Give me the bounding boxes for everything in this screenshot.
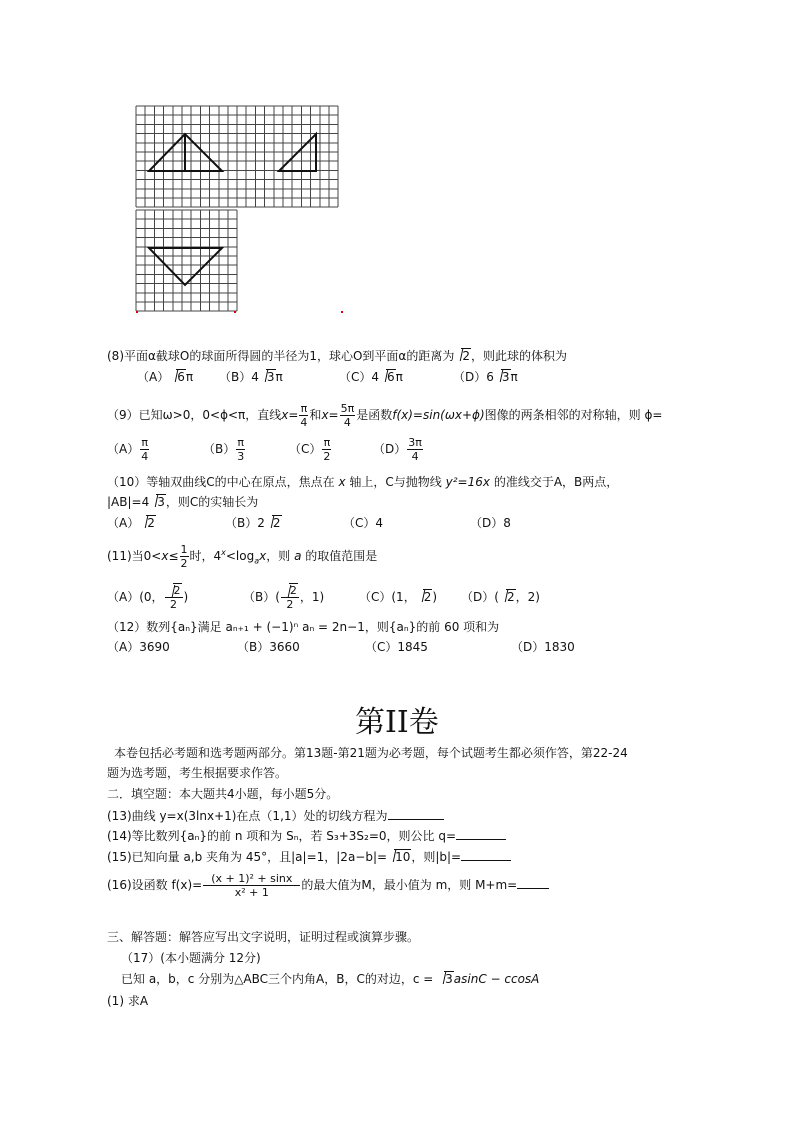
side-view-grid <box>237 106 338 207</box>
q9-option-c: （C） $\frac{\pi}{2}$ <box>289 436 331 463</box>
q9-option-d: （D） $\frac{3\pi}{4}$ <box>373 436 422 463</box>
part2-title: 第II卷 <box>355 705 439 740</box>
q17-stem: 已知 a，b，c 分别为△ABC三个内角A，B，C的对边，c = 3asinC − ccosA <box>121 972 540 986</box>
three-view-grid-figure <box>130 104 350 319</box>
q8-stem: (8)平面α截球O的球面所得圆的半径为1，球心O到平面α的距离为 2，则此球的体积为 <box>107 349 568 363</box>
q9-option-a: （A） $\frac{\pi}{4}$ <box>107 436 149 463</box>
q16-answer-blank <box>517 876 549 889</box>
q17-part1: (1) 求A <box>107 994 149 1008</box>
q8-option-b: （B）4 3π <box>219 370 283 384</box>
q12-option-d: （D）1830 <box>511 640 575 654</box>
q11-option-a: （A）(0， $\frac{2}{2}$ ) <box>107 584 189 611</box>
q11-option-c: （C）(1， 2) <box>359 590 438 604</box>
q12-stem: （12）数列{aₙ}满足 aₙ₊₁ + (−1)ⁿ aₙ = 2n−1，则{aₙ}的前 60 项和为 <box>107 620 500 634</box>
q14-answer-blank <box>456 827 506 840</box>
q10-line1: （10）等轴双曲线C的中心在原点，焦点在 x 轴上，C与抛物线 y²=16x 的准线交于A，B两点， <box>107 475 619 489</box>
q8-option-d: （D）6 3π <box>453 370 518 384</box>
red-mark <box>136 311 138 313</box>
front-view-grid <box>136 106 237 207</box>
red-mark <box>234 311 236 313</box>
q10-option-c: （C）4 <box>343 516 384 530</box>
fill-in-header: 二．填空题：本大题共4小题，每小题5分。 <box>107 787 339 801</box>
q10-option-d: （D）8 <box>470 516 511 530</box>
q14: (14)等比数列{aₙ}的前 n 项和为 Sₙ，若 S₃+3S₂=0，则公比 q= <box>107 827 506 844</box>
q11-stem: (11)当0<x≤ $\frac{1}{2}$ 时，$4^x<\log_ax$，则 a 的取值范围是 <box>107 543 378 570</box>
q12-option-a: （A）3690 <box>107 640 170 654</box>
q8-option-a: （A） 6π <box>137 370 194 384</box>
q15: (15)已知向量 a,b 夹角为 45°，且|a|=1，|2a−b|= 10，则|b|= <box>107 848 511 865</box>
q13: (13)曲线 y=x(3lnx+1)在点（1,1）处的切线方程为 <box>107 807 444 824</box>
q8-option-c: （C）4 6π <box>339 370 403 384</box>
red-mark <box>341 311 343 313</box>
part2-intro-line2: 题为选考题，考生根据要求作答。 <box>107 766 288 780</box>
q9-option-b: （B） $\frac{\pi}{3}$ <box>203 436 245 463</box>
part2-intro-line1: 本卷包括必考题和选考题两部分。第13题-第21题为必考题，每个试题考生都必须作答，第22-24 <box>114 746 628 760</box>
solve-header: 三、解答题：解答应写出文字说明，证明过程或演算步骤。 <box>107 930 420 944</box>
q13-answer-blank <box>388 807 444 820</box>
q10-option-b: （B）2 2 <box>225 516 281 530</box>
q12-option-c: （C）1845 <box>365 640 428 654</box>
q11-option-d: （D）( 2，2) <box>461 590 540 604</box>
q10-line2: |AB|=4 3，则C的实轴长为 <box>107 495 259 509</box>
q9-stem: （9）已知ω>0，0<ϕ<π，直线x= $\frac{\pi}{4}$ 和x= $\frac{5\pi}{4}$ 是函数f(x)=sin(ωx+ϕ)图像的两条相邻的对称轴，则 ϕ= <box>107 402 663 429</box>
q15-answer-blank <box>461 848 511 861</box>
q10-option-a: （A） 2 <box>107 516 155 530</box>
q12-option-b: （B）3660 <box>237 640 300 654</box>
top-view-grid <box>136 210 237 311</box>
q17-heading: （17）(本小题满分 12分) <box>121 951 261 965</box>
q16: (16)设函数 f(x)= $\frac{\text{(x + 1)² + sinx}}{\text{x² + 1}}$ 的最大值为M，最小值为 m，则 M+m= <box>107 868 549 902</box>
top-view-triangle <box>149 248 222 285</box>
q11-option-b: （B）( $\frac{2}{2}$ ，1) <box>243 584 325 611</box>
